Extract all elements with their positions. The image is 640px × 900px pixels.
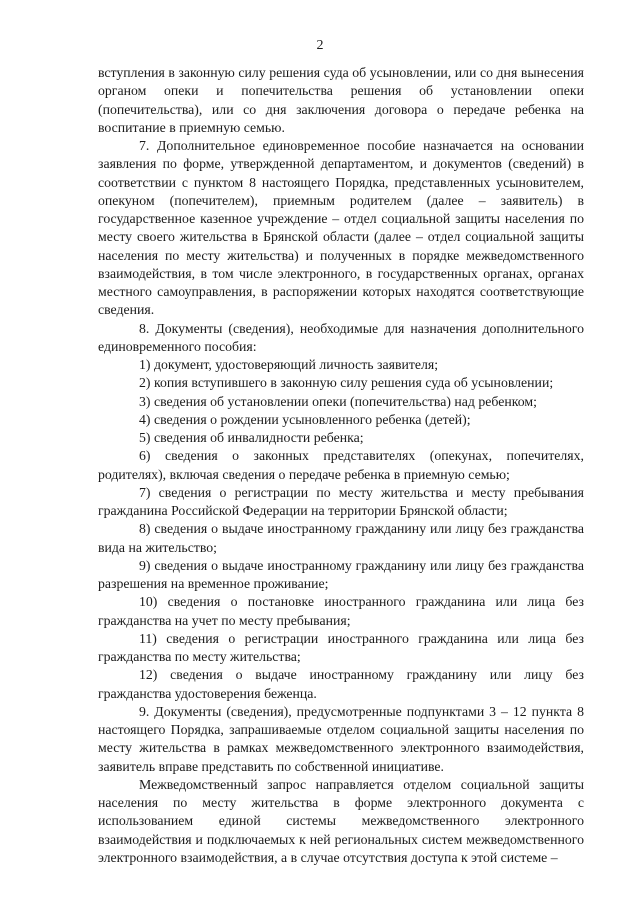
list-item-5: 5) сведения об инвалидности ребенка;: [139, 430, 364, 445]
list-item-8: 8) сведения о выдаче иностранному гражданину или лицу без гражданства вида на жительство;: [98, 521, 584, 555]
list-item-1: 1) документ, удостоверяющий личность заявителя;: [139, 357, 439, 372]
list-item-10: 10) сведения о постановке иностранного гражданина или лица без гражданства на учет по месту пребывания;: [98, 594, 584, 628]
paragraph-clause-8: 8. Документы (сведения), необходимые для назначения дополнительного единовременного пособия:: [98, 320, 584, 354]
paragraph-0: вступления в законную силу решения суда об усыновлении, или со дня вынесения органом опеки и попечительства решения об установлении опеки (попечительства), или со дня заключения договора о передаче ребенка на воспитание в приемную семью.: [98, 65, 584, 135]
paragraph-clause-9: 9. Документы (сведения), предусмотренные подпунктами 3 – 12 пункта 8 настоящего Порядка, запрашиваемые отделом социальной защиты населения по месту жительства в рамках межведомственного электронного взаимодействия, заявитель вправе представить по собственной инициативе.: [98, 703, 584, 774]
list-item-3: 3) сведения об установлении опеки (попечительства) над ребенком;: [139, 393, 537, 409]
page-number: 2: [316, 38, 324, 53]
list-item-2: 2) копия вступившего в законную силу решения суда об усыновлении;: [139, 375, 554, 391]
list-item-9: 9) сведения о выдаче иностранному гражданину или лицу без гражданства разрешения на временное проживание;: [98, 557, 584, 591]
list-item-7: 7) сведения о регистрации по месту жительства и месту пребывания гражданина Российской Федерации на территории Брянской области;: [98, 484, 584, 518]
list-item-12: 12) сведения о выдаче иностранному гражданину или лицу без гражданства удостоверения беженца.: [98, 667, 584, 701]
list-item-4: 4) сведения о рождении усыновленного ребенка (детей);: [139, 411, 471, 427]
paragraph-interagency-request: Межведомственный запрос направляется отделом социальной защиты населения по месту жительства в форме электронного документа с использованием единой системы межведомственного электронного взаимодействия и подключаемых к ней региональных систем межведомственного электронного взаимодействия, а в случае отсутствия доступа к этой системе –: [98, 776, 584, 865]
list-item-6: 6) сведения о законных представителях (опекунах, попечителях, родителях), включая сведения о передаче ребенка в приемную семью;: [98, 448, 584, 482]
list-item-11: 11) сведения о регистрации иностранного гражданина или лица без гражданства по месту жительства;: [98, 630, 584, 664]
document-body: [98, 64, 584, 867]
paragraph-clause-7: 7. Дополнительное единовременное пособие назначается на основании заявления по форме, утвержденной департаментом, и документов (сведений) в соответствии с пунктом 8 настоящего Порядка, представленных усыновителем, опекуном (попечителем), приемным родителем (далее – заявитель) в государственное казенное учреждение – отдел социальной защиты населения по месту своего жительства в Брянской области (далее – отдел социальной защиты населения по месту жительства) и полученных в порядке межведомственного взаимодействия, в том числе электронного, в государственных органах, органах местного самоуправления, в распоряжении которых находятся соответствующие сведения.: [98, 138, 584, 318]
